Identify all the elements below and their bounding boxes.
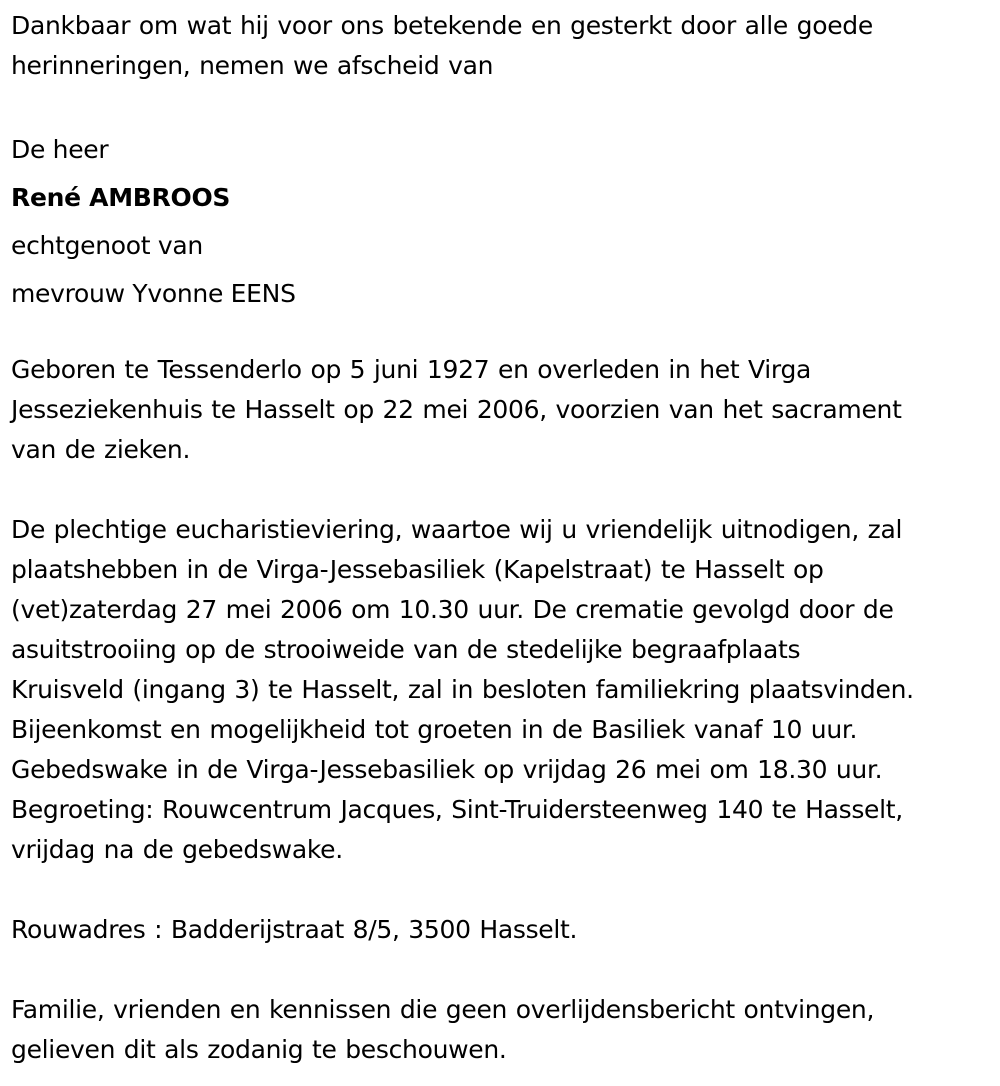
intro-line-1: Dankbaar om wat hij voor ons betekende en gesterkt door alle goede: [11, 11, 873, 40]
intro-paragraph: [11, 6, 996, 86]
ceremony-paragraph: [11, 510, 996, 870]
spacer: [11, 470, 996, 510]
spacer: [11, 870, 996, 910]
spouse-name: mevrouw Yvonne EENS: [11, 279, 296, 308]
birth-death-line-3: van de zieken.: [11, 435, 191, 464]
spacer: [11, 86, 996, 126]
obituary-notice: [11, 6, 996, 1070]
ceremony-line-8: Begroeting: Rouwcentrum Jacques, Sint-Truidersteenweg 140 te Hasselt,: [11, 795, 903, 824]
ceremony-line-4: asuitstrooiing op de strooiweide van de stedelijke begraafplaats: [11, 635, 801, 664]
intro-line-2: herinneringen, nemen we afscheid van: [11, 51, 494, 80]
spacer: [11, 950, 996, 990]
ceremony-line-9: vrijdag na de gebedswake.: [11, 835, 343, 864]
person-relation: echtgenoot van: [11, 231, 203, 260]
person-title: De heer: [11, 135, 109, 164]
ceremony-line-2: plaatshebben in de Virga-Jessebasiliek (Kapelstraat) te Hasselt op: [11, 555, 824, 584]
closing-line-1: Familie, vrienden en kennissen die geen overlijdensbericht ontvingen,: [11, 995, 875, 1024]
person-name: René AMBROOS: [11, 183, 231, 212]
spacer: [11, 318, 996, 350]
ceremony-line-5: Kruisveld (ingang 3) te Hasselt, zal in besloten familiekring plaatsvinden.: [11, 675, 914, 704]
birth-death-line-2: Jesseziekenhuis te Hasselt op 22 mei 2006, voorzien van het sacrament: [11, 395, 902, 424]
birth-death-line-1: Geboren te Tessenderlo op 5 juni 1927 en overleden in het Virga: [11, 355, 812, 384]
address-line: Rouwadres : Badderijstraat 8/5, 3500 Hasselt.: [11, 915, 578, 944]
ceremony-line-3: (vet)zaterdag 27 mei 2006 om 10.30 uur. De crematie gevolgd door de: [11, 595, 894, 624]
ceremony-line-1: De plechtige eucharistieviering, waartoe wij u vriendelijk uitnodigen, zal: [11, 515, 903, 544]
closing-paragraph: [11, 990, 996, 1070]
address-paragraph: [11, 910, 996, 950]
ceremony-line-6: Bijeenkomst en mogelijkheid tot groeten in de Basiliek vanaf 10 uur.: [11, 715, 858, 744]
ceremony-line-7: Gebedswake in de Virga-Jessebasiliek op vrijdag 26 mei om 18.30 uur.: [11, 755, 883, 784]
birth-death-paragraph: [11, 350, 996, 470]
person-block: [11, 126, 996, 318]
closing-line-2: gelieven dit als zodanig te beschouwen.: [11, 1035, 507, 1064]
